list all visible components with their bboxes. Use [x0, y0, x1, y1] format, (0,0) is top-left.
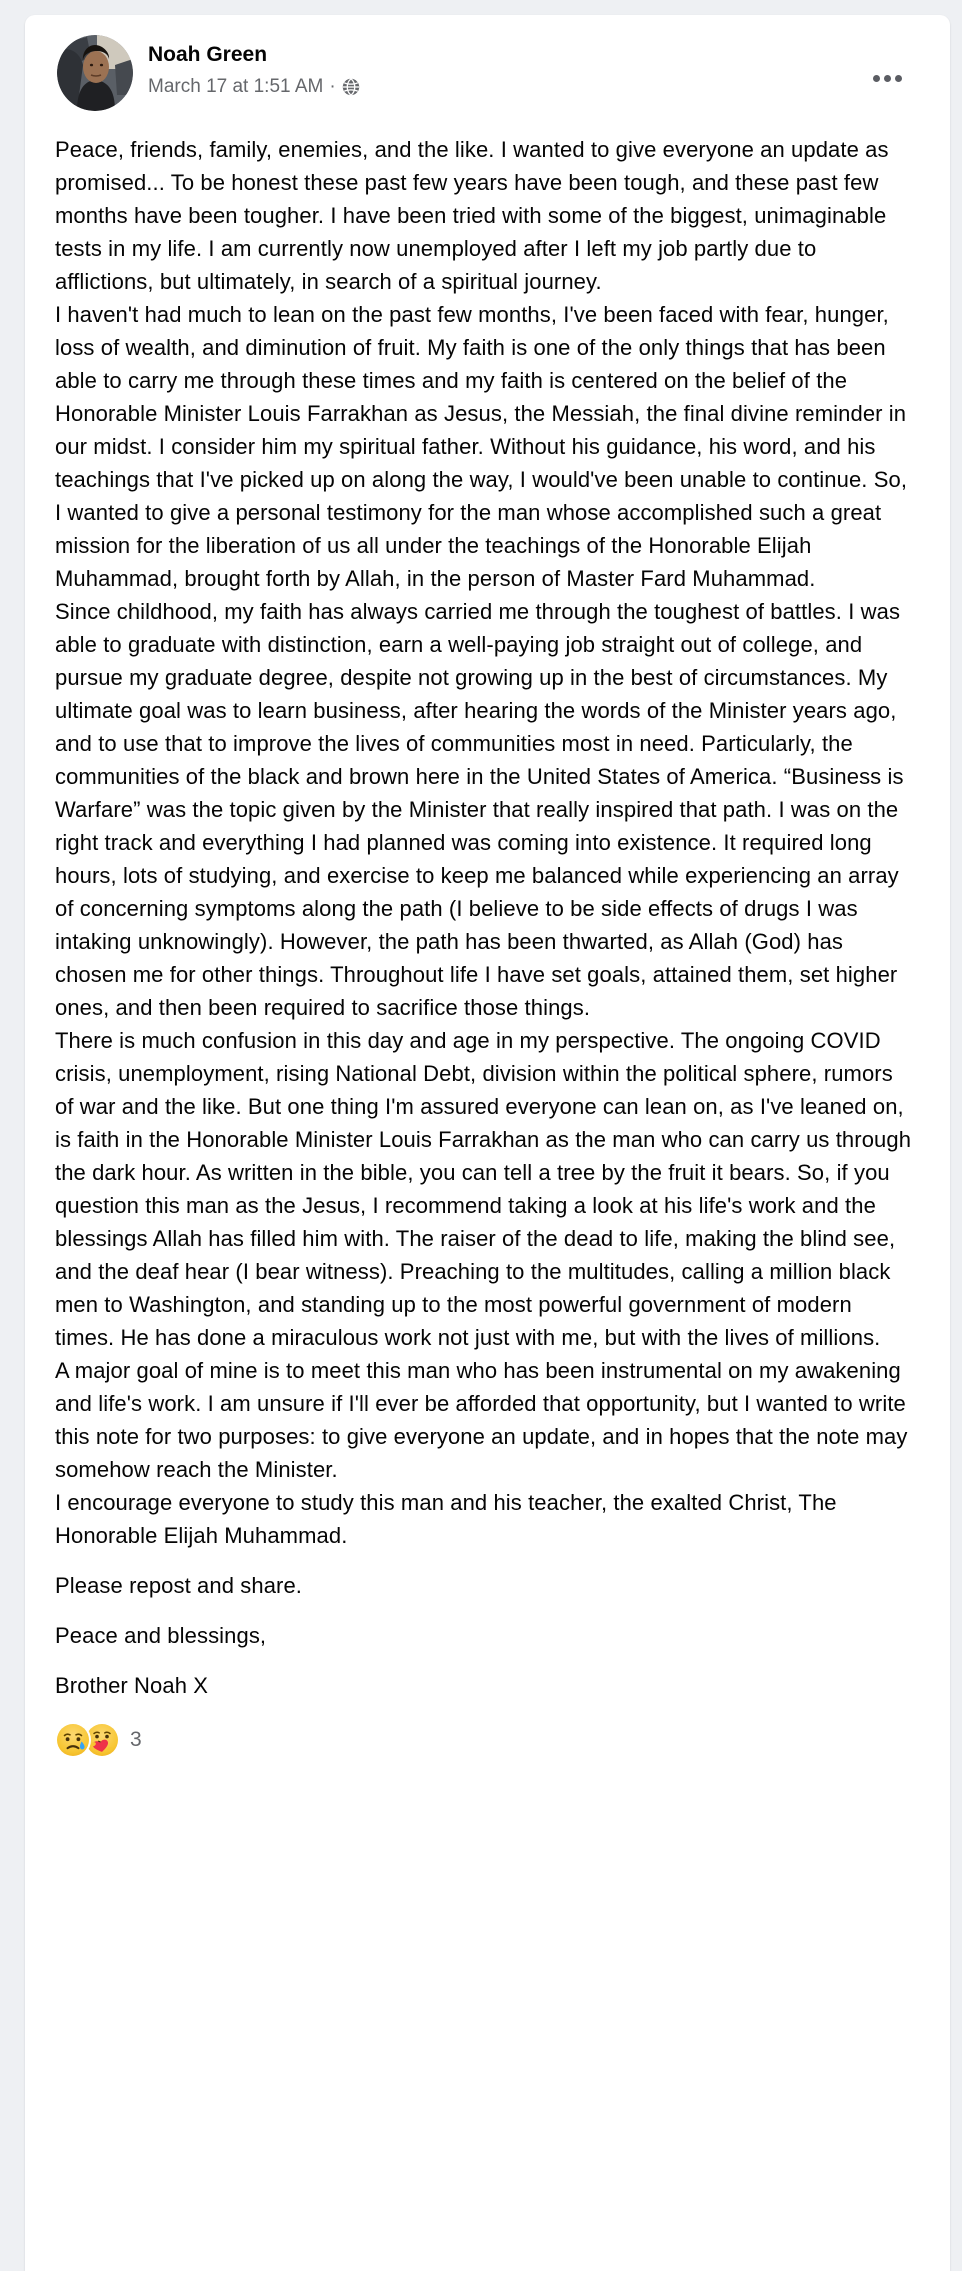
meta-separator: · [329, 76, 336, 98]
author-name[interactable]: Noah Green [148, 43, 268, 66]
post-paragraph: There is much confusion in this day and age in my perspective. The ongoing COVID crisis, unemployment, rising National Debt, division within the political sphere, rumors of war and the like. But one thing I'm assured everyone can lean on, as I've leaned on, is faith in the Honorable Minister Louis Farrakhan as the man who can carry us through the dark hour. As written in the bible, you can tell a tree by the fruit it bears. So, if you question this man as the Jesus, I recommend taking a look at his life's work and the blessings Allah has filled him with. The raiser of the dead to life, making the blind see, and the deaf hear (I bear witness). Preaching to the multitudes, calling a million black men to Washington, and standing up to the most powerful government of modern times. He has done a miraculous work not just with me, but with the lives of millions. [55, 1028, 912, 1350]
post-paragraph: Please repost and share. [55, 1573, 302, 1598]
post-paragraph: Peace, friends, family, enemies, and the like. I wanted to give everyone an update as promised... To be honest these past few years have been tough, and these past few months have been tougher. I have been tried with some of the biggest, unimaginable tests in my life. I am currently now unemployed after I left my job partly due to afflictions, but ultimately, in search of a spiritual journey. [55, 137, 889, 294]
post-meta [148, 76, 360, 98]
post-signature: Brother Noah X [55, 1673, 209, 1698]
ellipsis-icon [873, 75, 880, 82]
reaction-count[interactable]: 3 [130, 1728, 142, 1751]
header-text [148, 35, 360, 98]
sad-reaction-icon[interactable] [55, 1722, 91, 1758]
post-header [25, 15, 950, 111]
post-paragraph: I encourage everyone to study this man and his teacher, the exalted Christ, The Honorable Elijah Muhammad. [55, 1490, 837, 1548]
post-paragraph: Peace and blessings, [55, 1623, 267, 1648]
avatar-photo [57, 35, 133, 111]
post-paragraph: Since childhood, my faith has always carried me through the toughest of battles. I was able to graduate with distinction, earn a well-paying job straight out of college, and pursue my graduate degree, despite not growing up in the best of circumstances. My ultimate goal was to learn business, after hearing the words of the Minister years ago, and to use that to improve the lives of communities most in need. Particularly, the communities of the black and brown here in the United States of America. “Business is Warfare” was the topic given by the Minister that really inspired that path. I was on the right track and everything I had planned was coming into existence. It required long hours, lots of studying, and exercise to keep me balanced while experiencing an array of concerning symptoms along the path (I believe to be side effects of drugs I was intaking unknowingly). However, the path has been thwarted, as Allah (God) has chosen me for other things. Throughout life I have set goals, attained them, set higher ones, and then been required to sacrifice those things. [55, 599, 904, 1020]
reactions-row[interactable] [25, 1702, 950, 1758]
post-paragraph: I haven't had much to lean on the past few months, I've been faced with fear, hunger, loss of wealth, and diminution of fruit. My faith is one of the only things that has been able to carry me through these times and my faith is centered on the belief of the Honorable Minister Louis Farrakhan as Jesus, the Messiah, the final divine reminder in our midst. I consider him my spiritual father. Without his guidance, his word, and his teachings that I've picked up on along the way, I would've been unable to continue. So, I wanted to give a personal testimony for the man whose accomplished such a great mission for the liberation of us all under the teachings of the Honorable Elijah Muhammad, brought forth by Allah, in the person of Master Fard Muhammad. [55, 302, 908, 591]
timestamp[interactable]: March 17 at 1:51 AM [148, 76, 324, 98]
ellipsis-icon [884, 75, 891, 82]
ellipsis-icon [895, 75, 902, 82]
post-card [25, 15, 950, 2271]
post-paragraph: A major goal of mine is to meet this man who has been instrumental on my awakening and life's work. I am unsure if I'll ever be afforded that opportunity, but I wanted to write this note for two purposes: to give everyone an update, and in hopes that the note may somehow reach the Minister. [55, 1358, 908, 1482]
globe-icon [342, 78, 360, 96]
avatar[interactable] [57, 35, 133, 111]
post-body [25, 111, 950, 1702]
post-menu-button[interactable] [865, 67, 910, 90]
